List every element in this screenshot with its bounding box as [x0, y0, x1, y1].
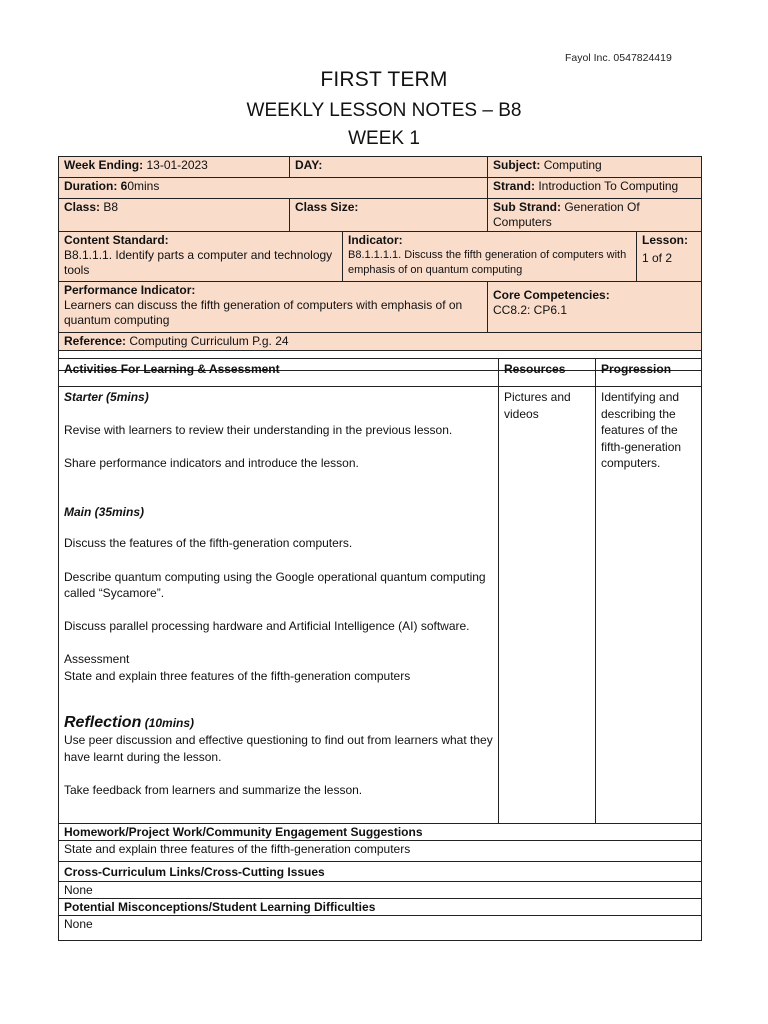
progression-content: Identifying and describing the features of the fifth-generation computers. [596, 387, 702, 824]
main-text-1: Discuss the features of the fifth-generation computers. [64, 536, 353, 550]
day-cell: DAY: [290, 157, 488, 178]
misconceptions-label-row [59, 899, 702, 916]
info-row-class [59, 199, 702, 232]
resources-header: Resources [499, 359, 596, 387]
progression-header: Progression [596, 359, 702, 387]
info-row-week [59, 157, 702, 178]
week-title: WEEK 1 [348, 128, 420, 149]
activities-header: Activities For Learning & Assessment [59, 359, 499, 387]
misconceptions-value: None [59, 916, 702, 941]
activities-table [58, 358, 702, 941]
info-row-duration [59, 178, 702, 199]
cross-label-row [59, 862, 702, 882]
term-title: FIRST TERM [320, 68, 448, 91]
assessment-text: State and explain three features of the fifth-generation computers [64, 668, 411, 683]
assessment-label: Assessment [64, 652, 130, 666]
starter-text-2: Share performance indicators and introduce the lesson. [64, 456, 359, 470]
homework-label: Homework/Project Work/Community Engagement Suggestions [59, 824, 702, 841]
main-text-2: Describe quantum computing using the Google operational quantum computing called “Sycamore”. [64, 569, 486, 600]
homework-value: State and explain three features of the fifth-generation computers [59, 841, 702, 862]
reference-cell: Reference: Computing Curriculum P.g. 24 [59, 333, 702, 351]
week-ending-cell: Week Ending: 13-01-2023 [59, 157, 290, 178]
reflection-text-2: Take feedback from learners and summarize the lesson. [64, 783, 363, 797]
reflection-heading: Reflection (10mins) [64, 714, 195, 731]
strand-cell: Strand: Introduction To Computing [488, 178, 702, 199]
misconceptions-label: Potential Misconceptions/Student Learning Difficulties [59, 899, 702, 916]
homework-value-row [59, 841, 702, 862]
content-standard-cell: Content Standard: B8.1.1.1. Identify parts a computer and technology tools [59, 232, 343, 282]
info-row-reference [59, 333, 702, 351]
subject-cell: Subject: Computing [488, 157, 702, 178]
company-contact: Fayol Inc. 0547824419 [565, 52, 672, 64]
cross-curriculum-value: None [59, 882, 702, 899]
cross-value-row [59, 882, 702, 899]
main-text-3: Discuss parallel processing hardware and Artificial Intelligence (AI) software. [64, 618, 470, 633]
core-competencies-cell: Core Competencies: CC8.2: CP6.1 [488, 282, 702, 333]
homework-label-row [59, 824, 702, 841]
activities-header-row [59, 359, 702, 387]
main-heading: Main (35mins) [64, 504, 145, 519]
lesson-info-table [58, 156, 702, 371]
activities-body-row [59, 387, 702, 824]
sub-strand-cell: Sub Strand: Generation Of Computers [488, 199, 702, 232]
notes-title: WEEKLY LESSON NOTES – B8 [246, 100, 522, 121]
duration-cell: Duration: 60mins [59, 178, 488, 199]
activities-content [59, 387, 499, 824]
starter-text-1: Revise with learners to review their understanding in the previous lesson. [64, 422, 453, 437]
performance-indicator-cell: Performance Indicator: Learners can discuss the fifth generation of computers with emphasis of on quantum computing [59, 282, 488, 333]
info-row-performance [59, 282, 702, 333]
lesson-cell: Lesson: 1 of 2 [637, 232, 702, 282]
misconceptions-value-row [59, 916, 702, 941]
info-row-standard [59, 232, 702, 282]
class-cell: Class: B8 [59, 199, 290, 232]
reflection-text-1: Use peer discussion and effective questioning to find out from learners what they have learnt during the lesson. [64, 733, 493, 764]
resources-content: Pictures and videos [499, 387, 596, 824]
starter-heading: Starter (5mins) [64, 390, 149, 404]
class-size-cell: Class Size: [290, 199, 488, 232]
cross-curriculum-label: Cross-Curriculum Links/Cross-Cutting Issues [59, 862, 702, 882]
indicator-cell: Indicator: B8.1.1.1.1. Discuss the fifth generation of computers with emphasis of on quantum computing [343, 232, 637, 282]
